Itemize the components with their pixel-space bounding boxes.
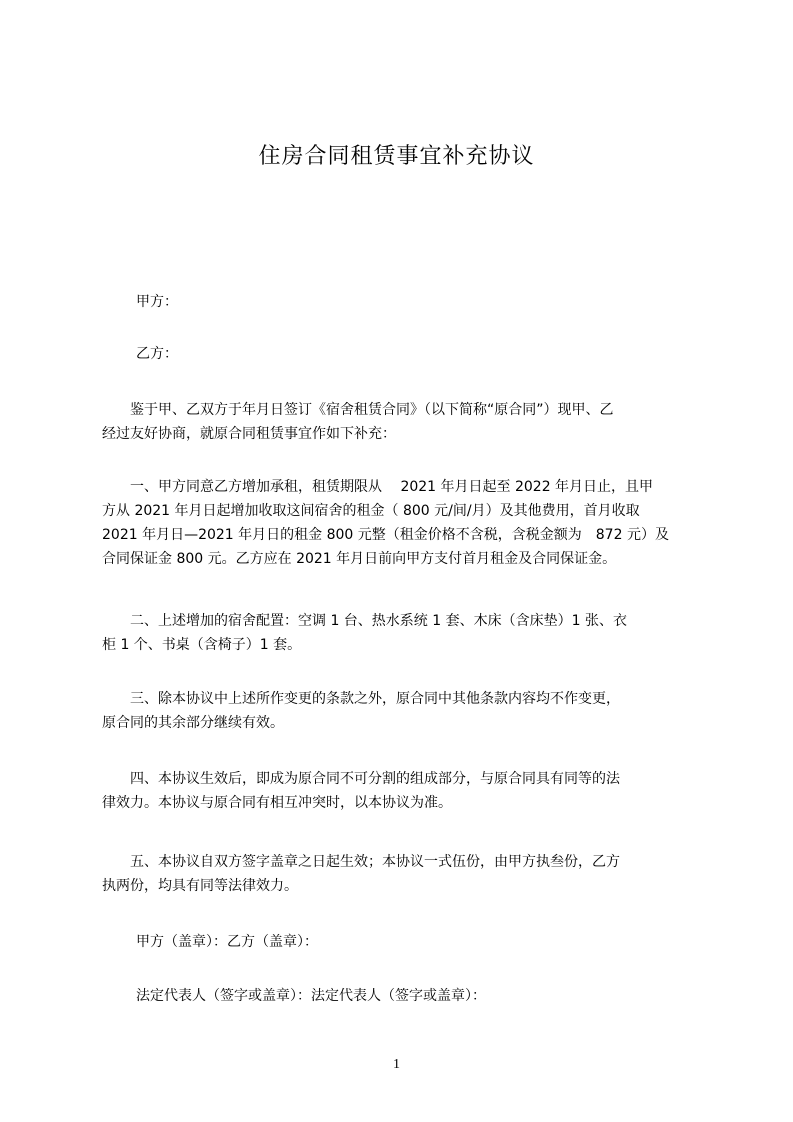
clause-1-line: 一、甲方同意乙方增加承租，租赁期限从 2021 年月日起至 2022 年月日止，且甲	[102, 479, 654, 495]
signature-seal-line: 甲方（盖章）：乙方（盖章）：	[136, 934, 318, 950]
intro-line: 经过友好协商，就原合同租赁事宜作如下补充：	[102, 426, 396, 442]
clause-4-paragraph	[102, 767, 700, 815]
clause-1-line: 合同保证金 800 元。乙方应在 2021 年月日前向甲方支付首月租金及合同保证金。	[102, 551, 617, 567]
party-a-label: 甲方：	[136, 294, 178, 310]
clause-3-line: 三、除本协议中上述所作变更的条款之外，原合同中其他条款内容均不作变更，	[102, 691, 620, 707]
clause-1-paragraph	[102, 475, 700, 571]
page-number: 1	[393, 1057, 400, 1072]
clause-5-line: 五、本协议自双方签字盖章之日起生效；本协议一式伍份，由甲方执叁份，乙方	[102, 854, 620, 870]
clause-1-line: 2021 年月日—2021 年月日的租金 800 元整（租金价格不含税，含税金额为 872 元）及	[102, 527, 669, 543]
clause-3-line: 原合同的其余部分继续有效。	[102, 715, 284, 731]
document-title: 住房合同租赁事宜补充协议	[258, 144, 535, 169]
clause-1-line: 方从 2021 年月日起增加收取这间宿舍的租金（ 800 元/间/月）及其他费用，首月收取	[102, 503, 640, 519]
clause-2-line: 二、上述增加的宿舍配置：空调 1 台、热水系统 1 套、木床（含床垫）1 张、衣	[102, 613, 627, 629]
clause-2-line: 柜 1 个、书桌（含椅子）1 套。	[102, 637, 302, 653]
clause-2-paragraph	[102, 609, 700, 657]
clause-4-line: 律效力。本协议与原合同有相互冲突时，以本协议为准。	[102, 795, 452, 811]
intro-line: 鉴于甲、乙双方于年月日签订《宿舍租赁合同》（以下简称“原合同”）现甲、乙	[102, 402, 614, 418]
clause-5-paragraph	[102, 850, 700, 898]
clause-4-line: 四、本协议生效后，即成为原合同不可分割的组成部分，与原合同具有同等的法	[102, 771, 620, 787]
clause-5-line: 执两份，均具有同等法律效力。	[102, 878, 298, 894]
signature-representative-line: 法定代表人（签字或盖章）：法定代表人（签字或盖章）：	[136, 988, 486, 1004]
party-b-label: 乙方：	[136, 346, 178, 362]
clause-3-paragraph	[102, 687, 700, 735]
intro-paragraph	[102, 398, 700, 446]
